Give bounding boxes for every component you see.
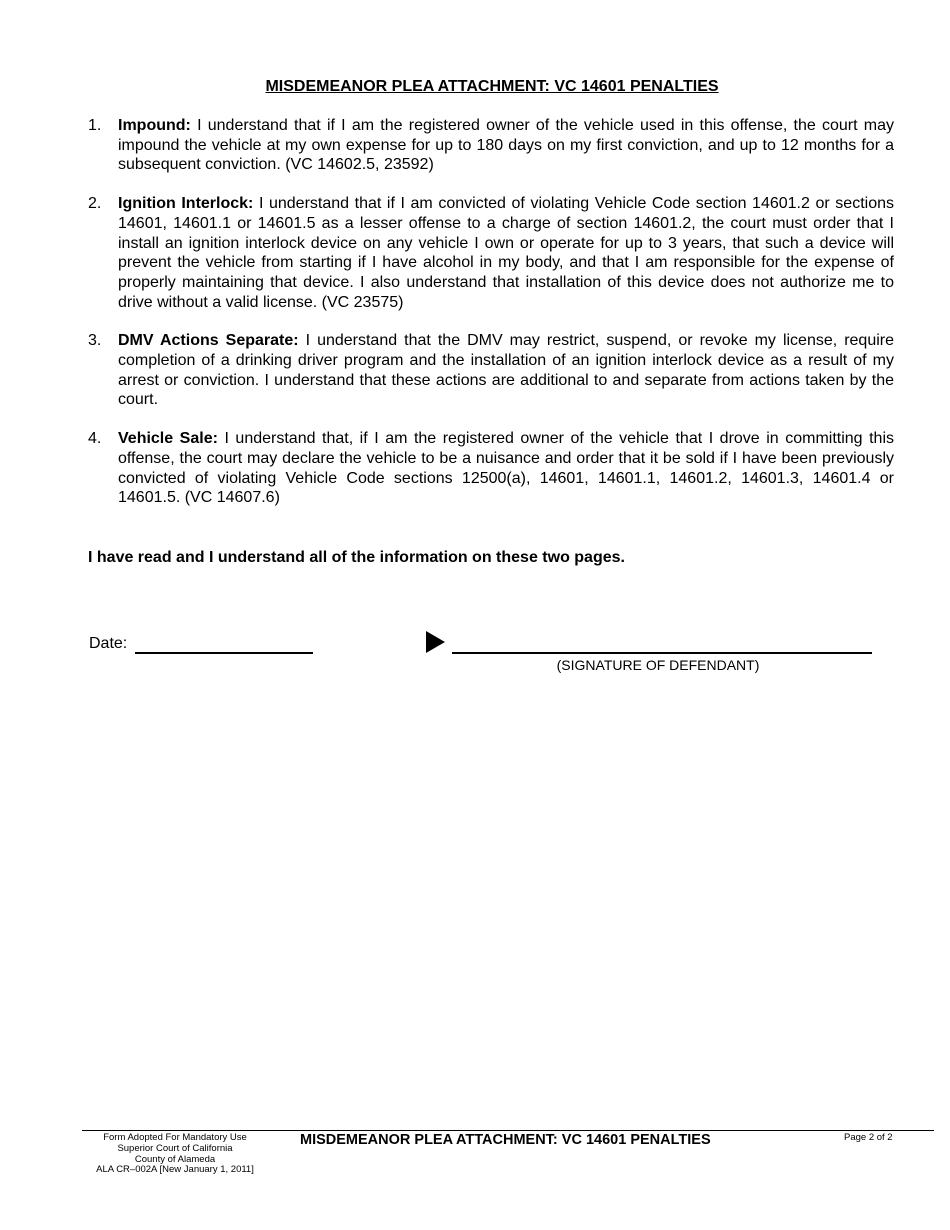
item-heading: Impound: <box>118 117 198 134</box>
footer-divider <box>82 1130 934 1131</box>
footer-line: ALA CR–002A [New January 1, 2011] <box>96 1164 254 1176</box>
item-text: I understand that the DMV may restrict, suspend, or revoke my license, require completion of a drinking driver program and the installation of an ignition interlock device as a result of my arrest or conviction. I understand that these actions are additional to and separate from actions taken by the court. <box>118 332 895 409</box>
item-heading: DMV Actions Separate: <box>118 332 306 350</box>
item-number: 2. <box>88 195 102 213</box>
item-text: I understand that if I am convicted of violating Vehicle Code section 14601.2 or sections 14601, 14601.1 or 14601.5 as a lesser offense to a charge of section 14601.2, the court must order that I install an ignition interlock device on any vehicle I own or operate for up to 3 years, that such a device will prevent the vehicle from starting if I have alcohol in my body, and that I am responsible for the expense of properly maintaining that device. I also understand that installation of this device does not authorize me to drive without a valid license. (VC 23575) <box>118 195 894 311</box>
date-field[interactable] <box>135 652 313 654</box>
item-number: 3. <box>88 332 102 350</box>
item-text: I understand that if I am the registered owner of the vehicle used in this offense, the court may impound the vehicle at my own expense for up to 180 days on my first conviction, and up to 12 months for a subsequent conviction. (VC 14602.5, 23592) <box>118 117 895 174</box>
date-label: Date: <box>89 635 128 652</box>
form-title: MISDEMEANOR PLEA ATTACHMENT: VC 14601 PENALTIES <box>265 78 719 95</box>
list-item <box>88 429 894 508</box>
acknowledgement-statement: I have read and I understand all of the information on these two pages. <box>88 549 625 566</box>
footer-line: Form Adopted For Mandatory Use <box>103 1132 247 1143</box>
list-item <box>88 194 894 312</box>
footer-line: County of Alameda <box>134 1153 216 1165</box>
page-number: Page 2 of 2 <box>844 1132 893 1143</box>
arrow-right-icon <box>426 631 445 653</box>
footer-title: MISDEMEANOR PLEA ATTACHMENT: VC 14601 PENALTIES <box>300 1132 711 1148</box>
item-number: 4. <box>88 430 102 448</box>
item-heading: Ignition Interlock: <box>118 195 259 213</box>
list-item <box>88 331 894 410</box>
signature-caption: (SIGNATURE OF DEFENDANT) <box>556 657 760 673</box>
penalty-list <box>88 116 894 527</box>
footer-form-info <box>82 1133 268 1176</box>
item-text: I understand that, if I am the registered owner of the vehicle that I drove in committing this offense, the court may declare the vehicle to be a nuisance and order that it be sold if I have been previously convicted of violating Vehicle Code sections 12500(a), 14601, 14601.1, 14601.2, 14601.3, 14601.4 or 14601.5. (VC 14607.6) <box>118 430 894 507</box>
list-item <box>88 116 894 175</box>
item-heading: Vehicle Sale: <box>118 430 225 448</box>
footer-line: Superior Court of California <box>117 1142 233 1154</box>
signature-field[interactable] <box>452 652 872 654</box>
item-number: 1. <box>88 117 102 134</box>
